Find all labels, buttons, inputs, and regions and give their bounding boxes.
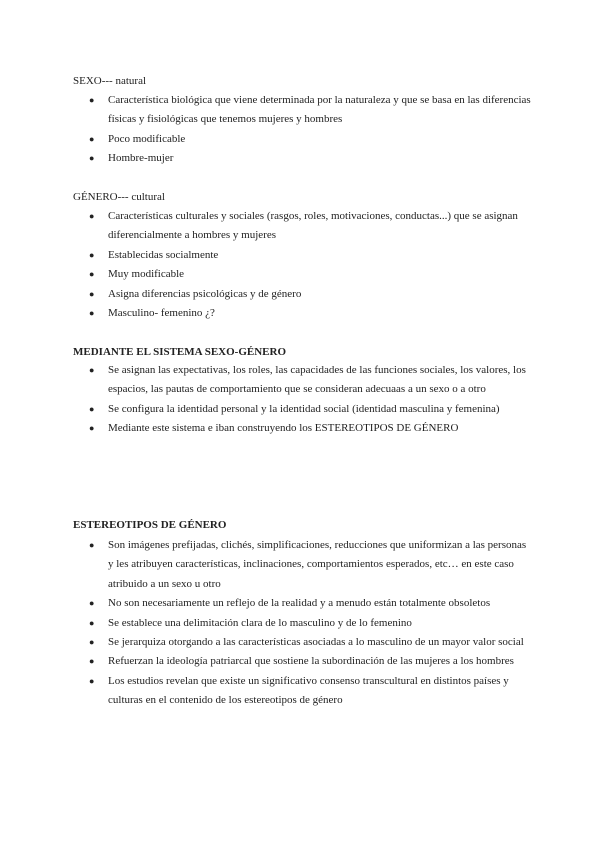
bullet-icon: ● — [89, 656, 95, 667]
bullet-icon: ● — [89, 95, 95, 105]
list-item — [0, 149, 600, 168]
bullet-icon: ● — [89, 423, 95, 434]
section-heading-estereotipos: ESTEREOTIPOS DE GÉNERO — [73, 519, 227, 531]
list-item-text: Masculino- femenino ¿? — [108, 307, 215, 320]
list-sistema — [0, 361, 600, 439]
bullet-icon: ● — [89, 540, 95, 550]
list-item-text: Se jerarquiza otorgando a las características asociadas a lo masculino de un mayor valor social — [108, 636, 524, 649]
list-item — [0, 285, 600, 304]
bullet-icon: ● — [89, 133, 95, 144]
list-item-text: Los estudios revelan que existe un significativo consenso transcultural en distintos países y culturas en el contenido de los estereotipos de género — [108, 674, 509, 707]
list-item — [0, 361, 600, 400]
list-item — [0, 246, 600, 265]
list-item — [0, 265, 600, 284]
list-item-text: Refuerzan la ideología patriarcal que sostiene la subordinación de las mujeres a los hombres — [108, 655, 514, 668]
list-item-text: Asigna diferencias psicológicas y de género — [108, 287, 302, 300]
bullet-icon: ● — [89, 365, 95, 375]
section-heading-sistema: MEDIANTE EL SISTEMA SEXO-GÉNERO — [73, 346, 287, 358]
list-item-text: Muy modificable — [108, 268, 185, 281]
list-item-text: Hombre-mujer — [108, 152, 174, 165]
bullet-icon: ● — [89, 308, 95, 319]
list-estereotipos — [0, 536, 600, 711]
list-item — [0, 633, 600, 652]
bullet-icon: ● — [89, 403, 95, 414]
list-item-text: Se configura la identidad personal y la identidad social (identidad masculina y femenina) — [108, 402, 500, 415]
list-item-text: Se establece una delimitación clara de lo masculino y de lo femenino — [108, 616, 412, 629]
list-item — [0, 400, 600, 419]
list-item-text: Características culturales y sociales (rasgos, roles, motivaciones, conductas...) que se asignan diferencialmente a hombres y mujeres — [108, 210, 518, 242]
bullet-icon: ● — [89, 637, 95, 648]
section-heading-genero: GÉNERO--- cultural — [73, 191, 165, 203]
bullet-icon: ● — [89, 269, 95, 280]
list-sexo — [0, 91, 600, 169]
bullet-icon: ● — [89, 153, 95, 164]
bullet-icon: ● — [89, 675, 95, 686]
list-item-text: Establecidas socialmente — [108, 248, 219, 261]
bullet-icon: ● — [89, 288, 95, 299]
bullet-icon: ● — [89, 249, 95, 260]
list-item-text: Característica biológica que viene determinada por la naturaleza y que se basa en las diferencias físicas y fisiológicas que tenemos mujeres y hombres — [108, 94, 531, 126]
list-item — [0, 594, 600, 613]
list-item — [0, 672, 600, 711]
list-item — [0, 536, 600, 594]
list-item — [0, 207, 600, 246]
list-item-text: Poco modificable — [108, 132, 186, 145]
section-heading-sexo: SEXO--- natural — [73, 75, 147, 87]
list-genero — [0, 207, 600, 323]
list-item — [0, 91, 600, 130]
list-item — [0, 652, 600, 671]
bullet-icon: ● — [89, 598, 95, 609]
list-item — [0, 130, 600, 149]
list-item — [0, 304, 600, 323]
bullet-icon: ● — [89, 211, 95, 221]
list-item-text: Son imágenes prefijadas, clichés, simplificaciones, reducciones que uniformizan a las personas y les atribuyen características, inclinaciones, comportamientos esperados, etc… en este caso atribuido a un sexo u otro — [108, 539, 527, 590]
list-item-text: No son necesariamente un reflejo de la realidad y a menudo están totalmente obsoletos — [108, 597, 491, 610]
list-item — [0, 419, 600, 438]
list-item — [0, 614, 600, 633]
list-item-text: Se asignan las expectativas, los roles, las capacidades de las funciones sociales, los valores, los espacios, las pautas de comportamiento que se consideran adecuaas a un sexo o a otro — [108, 364, 526, 396]
bullet-icon: ● — [89, 617, 95, 628]
list-item-text: Mediante este sistema e iban construyendo los ESTEREOTIPOS DE GÉNERO — [108, 422, 459, 435]
